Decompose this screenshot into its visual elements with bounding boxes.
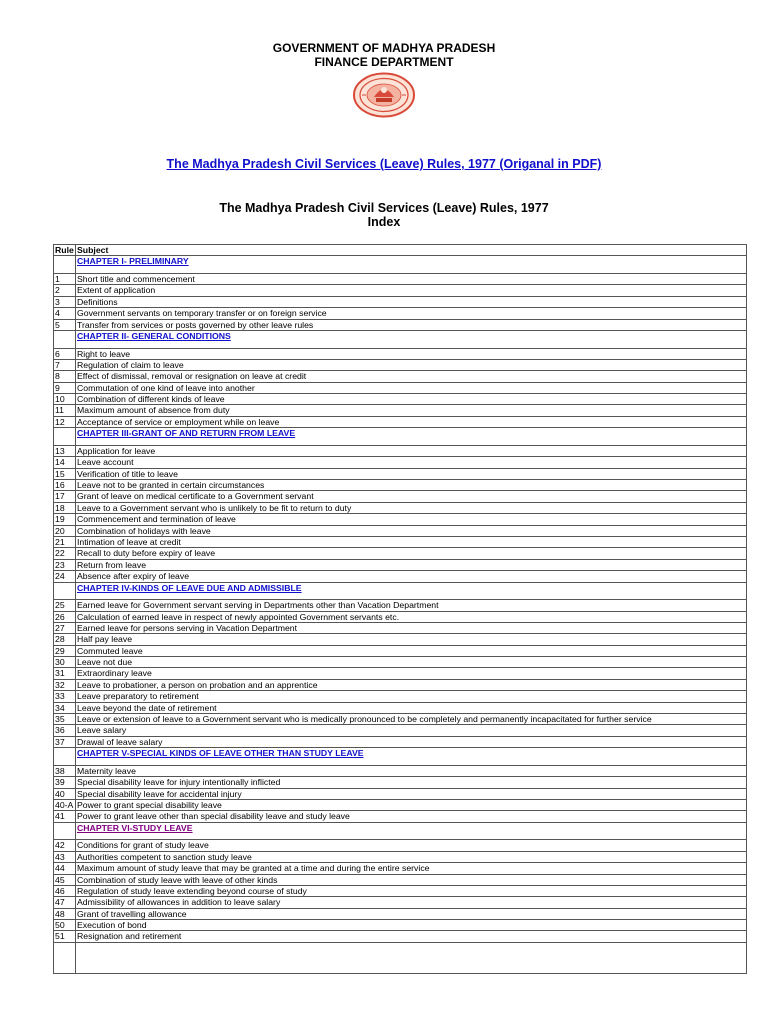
rule-number-cell: 24 <box>54 571 76 582</box>
header-department: FINANCE DEPARTMENT <box>314 55 454 69</box>
table-row <box>54 502 747 513</box>
rule-number-cell: 18 <box>54 502 76 513</box>
chapter-link[interactable]: CHAPTER IV-KINDS OF LEAVE DUE AND ADMISSIBLE <box>77 582 302 593</box>
table-row <box>54 874 747 885</box>
subject-cell: Effect of dismissal, removal or resignation on leave at credit <box>76 371 747 382</box>
chapter-subject-cell <box>76 256 747 274</box>
rule-number-cell: 46 <box>54 885 76 896</box>
rule-number-cell: 27 <box>54 622 76 633</box>
rule-number-cell: 15 <box>54 468 76 479</box>
rule-number-cell: 5 <box>54 319 76 330</box>
chapter-link[interactable]: CHAPTER VI-STUDY LEAVE <box>77 822 193 833</box>
header-government: GOVERNMENT OF MADHYA PRADESH <box>272 41 496 55</box>
rule-number-cell: 17 <box>54 491 76 502</box>
table-row <box>54 788 747 799</box>
chapter-subject-cell <box>76 330 747 348</box>
subject-cell: Leave or extension of leave to a Government servant who is medically pronounced to be completely and permanently incapacitated for further service <box>76 714 747 725</box>
table-row <box>54 296 747 307</box>
table-row <box>54 445 747 456</box>
rule-number-cell: 50 <box>54 920 76 931</box>
rule-number-cell: 38 <box>54 765 76 776</box>
chapter-subject-cell <box>76 428 747 446</box>
subject-cell: Authorities competent to sanction study leave <box>76 851 747 862</box>
table-row <box>54 348 747 359</box>
rule-number-cell: 47 <box>54 897 76 908</box>
table-row <box>54 799 747 810</box>
subject-cell: Leave account <box>76 457 747 468</box>
rule-number-cell: 23 <box>54 559 76 570</box>
subject-cell: Maternity leave <box>76 765 747 776</box>
subject-cell: Leave not to be granted in certain circumstances <box>76 480 747 491</box>
subject-cell: Commencement and termination of leave <box>76 514 747 525</box>
rule-number-cell: 48 <box>54 908 76 919</box>
table-row <box>54 863 747 874</box>
chapter-subject-cell <box>76 748 747 766</box>
rule-number-cell: 25 <box>54 600 76 611</box>
rule-number-cell: 16 <box>54 480 76 491</box>
table-row <box>54 308 747 319</box>
subject-cell: Combination of holidays with leave <box>76 525 747 536</box>
table-row <box>54 525 747 536</box>
subject-cell: Execution of bond <box>76 920 747 931</box>
rule-number-cell: 45 <box>54 874 76 885</box>
subject-cell: Absence after expiry of leave <box>76 571 747 582</box>
table-row <box>54 319 747 330</box>
chapter-row <box>54 428 747 446</box>
rule-number-cell: 36 <box>54 725 76 736</box>
table-row <box>54 359 747 370</box>
chapter-row <box>54 330 747 348</box>
subject-cell: Commuted leave <box>76 645 747 656</box>
rule-number-cell: 31 <box>54 668 76 679</box>
subject-cell: Admissibility of allowances in addition to leave salary <box>76 897 747 908</box>
rule-number-cell: 19 <box>54 514 76 525</box>
table-header-row <box>54 245 747 256</box>
subject-cell: Leave salary <box>76 725 747 736</box>
subject-cell: Special disability leave for injury intentionally inflicted <box>76 777 747 788</box>
table-row <box>54 468 747 479</box>
table-row <box>54 480 747 491</box>
chapter-rule-cell <box>54 582 76 600</box>
table-row <box>54 811 747 822</box>
rule-number-cell: 33 <box>54 691 76 702</box>
rule-number-cell: 44 <box>54 863 76 874</box>
subject-cell: Conditions for grant of study leave <box>76 840 747 851</box>
subject-cell: Application for leave <box>76 445 747 456</box>
subject-cell: Grant of travelling allowance <box>76 908 747 919</box>
rule-number-cell: 39 <box>54 777 76 788</box>
table-row <box>54 514 747 525</box>
table-row <box>54 382 747 393</box>
table-row <box>54 736 747 747</box>
subject-cell: Leave not due <box>76 657 747 668</box>
rule-number-cell: 32 <box>54 679 76 690</box>
subject-cell: Combination of different kinds of leave <box>76 394 747 405</box>
chapter-rule-cell <box>54 428 76 446</box>
chapter-subject-cell <box>76 582 747 600</box>
subject-cell: Short title and commencement <box>76 273 747 284</box>
subject-cell: Government servants on temporary transfer or on foreign service <box>76 308 747 319</box>
table-row <box>54 536 747 547</box>
subject-cell: Leave preparatory to retirement <box>76 691 747 702</box>
table-row <box>54 371 747 382</box>
mp-government-seal-icon <box>352 72 416 118</box>
rule-number-cell: 2 <box>54 285 76 296</box>
subject-cell: Right to leave <box>76 348 747 359</box>
table-row <box>54 571 747 582</box>
subject-cell: Extraordinary leave <box>76 668 747 679</box>
subject-cell: Regulation of claim to leave <box>76 359 747 370</box>
subject-cell: Power to grant special disability leave <box>76 799 747 810</box>
chapter-link[interactable]: CHAPTER III-GRANT OF AND RETURN FROM LEAVE <box>77 428 296 439</box>
subject-cell: Combination of study leave with leave of other kinds <box>76 874 747 885</box>
rule-number-cell: 1 <box>54 273 76 284</box>
chapter-link[interactable]: CHAPTER I- PRELIMINARY <box>77 256 189 267</box>
subject-cell: Leave to a Government servant who is unlikely to be fit to return to duty <box>76 502 747 513</box>
subject-cell <box>76 942 747 973</box>
subject-cell: Maximum amount of absence from duty <box>76 405 747 416</box>
chapter-subject-cell <box>76 822 747 840</box>
table-row <box>54 600 747 611</box>
subject-cell: Earned leave for persons serving in Vacation Department <box>76 622 747 633</box>
table-row <box>54 851 747 862</box>
subject-cell: Acceptance of service or employment while on leave <box>76 416 747 427</box>
subject-cell: Verification of title to leave <box>76 468 747 479</box>
rule-number-cell: 10 <box>54 394 76 405</box>
subject-cell: Definitions <box>76 296 747 307</box>
chapter-rule-cell <box>54 256 76 274</box>
chapter-row <box>54 582 747 600</box>
table-row <box>54 405 747 416</box>
subject-cell: Maximum amount of study leave that may be granted at a time and during the entire service <box>76 863 747 874</box>
chapter-rule-cell <box>54 330 76 348</box>
rule-number-cell: 13 <box>54 445 76 456</box>
rule-number-cell: 3 <box>54 296 76 307</box>
rule-number-cell: 9 <box>54 382 76 393</box>
rule-number-cell: 35 <box>54 714 76 725</box>
rule-number-cell: 26 <box>54 611 76 622</box>
subject-cell: Leave to probationer, a person on probation and an apprentice <box>76 679 747 690</box>
subject-cell: Transfer from services or posts governed by other leave rules <box>76 319 747 330</box>
rule-number-cell: 40-A <box>54 799 76 810</box>
table-row <box>54 394 747 405</box>
rule-number-cell: 22 <box>54 548 76 559</box>
subject-cell: Resignation and retirement <box>76 931 747 942</box>
rule-number-cell: 11 <box>54 405 76 416</box>
table-row <box>54 457 747 468</box>
rule-number-cell: 40 <box>54 788 76 799</box>
rule-number-cell: 14 <box>54 457 76 468</box>
table-row <box>54 634 747 645</box>
column-header-rule: Rule <box>55 245 74 255</box>
rule-number-cell: 4 <box>54 308 76 319</box>
table-row <box>54 622 747 633</box>
table-row <box>54 657 747 668</box>
rule-number-cell: 7 <box>54 359 76 370</box>
table-row <box>54 679 747 690</box>
rule-number-cell: 28 <box>54 634 76 645</box>
table-row <box>54 611 747 622</box>
subject-cell: Half pay leave <box>76 634 747 645</box>
rule-number-cell: 20 <box>54 525 76 536</box>
table-row <box>54 285 747 296</box>
table-row <box>54 920 747 931</box>
table-row <box>54 908 747 919</box>
table-row <box>54 416 747 427</box>
table-row <box>54 897 747 908</box>
table-row <box>54 714 747 725</box>
subject-cell: Calculation of earned leave in respect of newly appointed Government servants etc. <box>76 611 747 622</box>
table-row <box>54 942 747 973</box>
table-row <box>54 885 747 896</box>
rule-number-cell: 6 <box>54 348 76 359</box>
table-row <box>54 559 747 570</box>
chapter-link[interactable]: CHAPTER V-SPECIAL KINDS OF LEAVE OTHER THAN STUDY LEAVE <box>77 748 364 759</box>
rules-index-table <box>53 244 747 974</box>
table-row <box>54 931 747 942</box>
rule-number-cell: 21 <box>54 536 76 547</box>
subject-cell: Regulation of study leave extending beyond course of study <box>76 885 747 896</box>
table-row <box>54 725 747 736</box>
rule-number-cell: 51 <box>54 931 76 942</box>
chapter-row <box>54 748 747 766</box>
rule-number-cell: 37 <box>54 736 76 747</box>
table-row <box>54 491 747 502</box>
table-row <box>54 691 747 702</box>
chapter-rule-cell <box>54 748 76 766</box>
chapter-row <box>54 256 747 274</box>
chapter-row <box>54 822 747 840</box>
subject-cell: Special disability leave for accidental injury <box>76 788 747 799</box>
table-row <box>54 548 747 559</box>
original-pdf-link[interactable]: The Madhya Pradesh Civil Services (Leave) Rules, 1977 (Origanal in PDF) <box>166 157 602 171</box>
table-row <box>54 765 747 776</box>
table-row <box>54 777 747 788</box>
table-row <box>54 702 747 713</box>
subject-cell: Recall to duty before expiry of leave <box>76 548 747 559</box>
rule-number-cell: 12 <box>54 416 76 427</box>
rule-number-cell: 29 <box>54 645 76 656</box>
rule-number-cell <box>54 942 76 973</box>
rule-number-cell: 43 <box>54 851 76 862</box>
rule-number-cell: 34 <box>54 702 76 713</box>
document-title: The Madhya Pradesh Civil Services (Leave) Rules, 1977 <box>219 201 549 215</box>
column-header-subject: Subject <box>76 245 747 256</box>
table-row <box>54 840 747 851</box>
rule-number-cell: 8 <box>54 371 76 382</box>
subject-cell: Power to grant leave other than special disability leave and study leave <box>76 811 747 822</box>
rule-number-cell: 42 <box>54 840 76 851</box>
subject-cell: Return from leave <box>76 559 747 570</box>
chapter-link[interactable]: CHAPTER II- GENERAL CONDITIONS <box>77 330 231 341</box>
document-subtitle: Index <box>367 215 401 229</box>
chapter-rule-cell <box>54 822 76 840</box>
rule-number-cell: 30 <box>54 657 76 668</box>
subject-cell: Leave beyond the date of retirement <box>76 702 747 713</box>
subject-cell: Extent of application <box>76 285 747 296</box>
subject-cell: Intimation of leave at credit <box>76 536 747 547</box>
subject-cell: Earned leave for Government servant serving in Departments other than Vacation Department <box>76 600 747 611</box>
table-row <box>54 668 747 679</box>
subject-cell: Commutation of one kind of leave into another <box>76 382 747 393</box>
subject-cell: Grant of leave on medical certificate to a Government servant <box>76 491 747 502</box>
table-row <box>54 645 747 656</box>
subject-cell: Drawal of leave salary <box>76 736 747 747</box>
rule-number-cell: 41 <box>54 811 76 822</box>
table-row <box>54 273 747 284</box>
